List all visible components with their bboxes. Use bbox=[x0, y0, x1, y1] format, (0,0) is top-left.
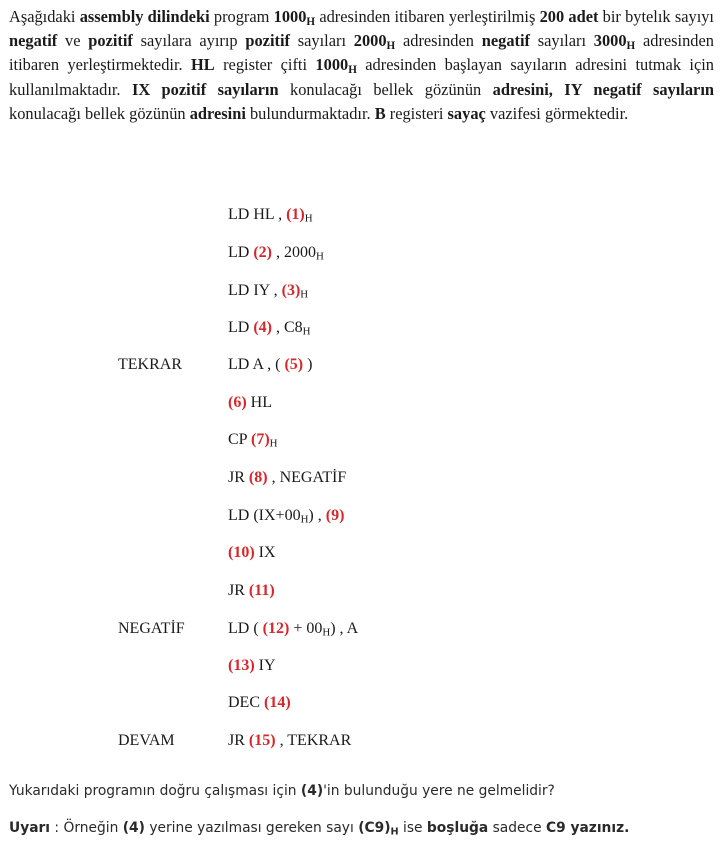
blank-11: (11) bbox=[248, 582, 275, 599]
blank-5: (5) bbox=[284, 356, 304, 373]
blank-3: (3) bbox=[281, 282, 301, 299]
warning-text: Uyarı : Örneğin (4) yerine yazılması gereken sayı $(C9)_H$ ise boşluğa sadece C9 yazınız. bbox=[9, 820, 630, 838]
blank-12: (12) bbox=[262, 620, 290, 637]
problem-description: Aşağıdaki assembly dilindeki program $1000_H$ adresinden itibaren yerleştirilmiş 200 adet bir bytelık sayıyı negatif ve pozitif sayılara ayırıp pozitif sayıları $2000_H$ adresinden negatif sayıları $3000_H$ adresinden itibaren yerleştirmektedir. HL register çifti $1000_H$ adresinden başlayan sayıların adresini tutmak için kullanılmaktadır. IX pozitif sayıların konulacağı bellek gözünün adresini, IY negatif sayıların konulacağı bellek gözünün adresini bulundurmaktadır. B registeri sayaç vazifesi görmektedir. bbox=[9, 7, 715, 123]
question-text: Yukarıdaki programın doğru çalışması için (4)'in bulunduğu yere ne gelmelidir? bbox=[9, 783, 555, 799]
blank-7: (7) bbox=[250, 431, 270, 448]
blank-13: (13) bbox=[228, 657, 255, 674]
blank-2: (2) bbox=[253, 244, 272, 261]
blank-14: (14) bbox=[264, 694, 291, 711]
label-devam: DEVAM bbox=[118, 732, 175, 749]
blank-8: (8) bbox=[248, 469, 268, 486]
label-negatif: NEGATİF bbox=[118, 620, 185, 637]
blank-4: (4) bbox=[253, 319, 272, 336]
label-tekrar: TEKRAR bbox=[118, 356, 182, 373]
blank-1: (1) bbox=[286, 206, 305, 223]
blank-15: (15) bbox=[248, 732, 276, 749]
blank-9: (9) bbox=[325, 507, 345, 524]
blank-6: (6) bbox=[228, 394, 247, 411]
blank-10: (10) bbox=[228, 544, 255, 561]
